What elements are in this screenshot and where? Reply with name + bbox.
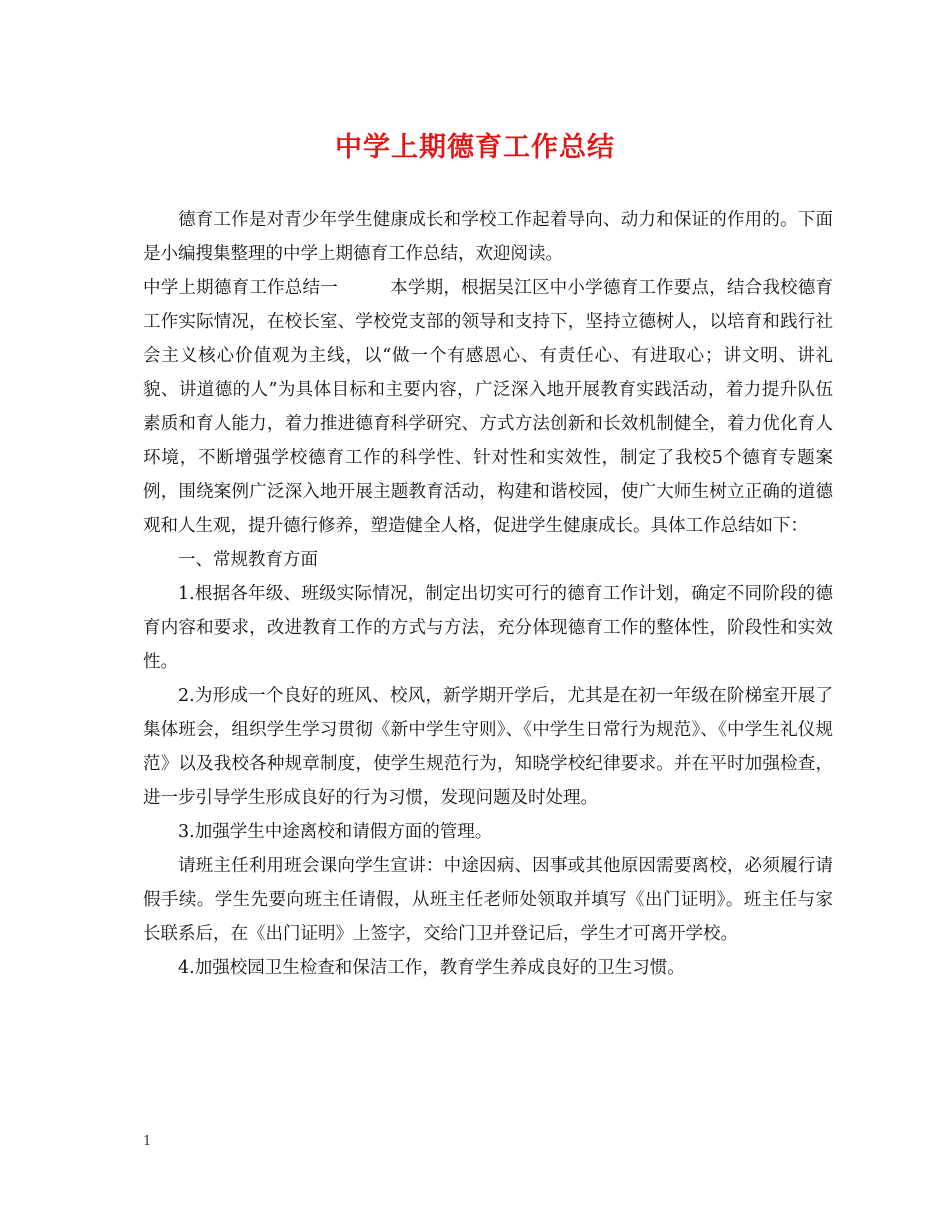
list-item-number: 3. bbox=[178, 822, 195, 842]
list-item-3 bbox=[143, 815, 833, 849]
list-item-3-detail: 请班主任利用班会课向学生宣讲：中途因病、因事或其他原因需要离校，必须履行请假手续。学生先要向班主任请假，从班主任老师处领取并填写《出门证明》。班主任与家长联系后，在《出门证明》上签字，交给门卫并登记后，学生才可离开学校。 bbox=[143, 856, 833, 944]
section-heading: 一、常规教育方面 bbox=[178, 550, 318, 570]
intro-paragraph: 德育工作是对青少年学生健康成长和学校工作起着导向、动力和保证的作用的。下面是小编搜集整理的中学上期德育工作总结，欢迎阅读。 bbox=[143, 210, 833, 264]
list-item-text: 为形成一个良好的班风、校风，新学期开学后，尤其是在初一年级在阶梯室开展了集体班会，组织学生学习贯彻《新中学生守则》、《中学生日常行为规范》、《中学生礼仪规范》以及我校各种规章制度，使学生规范行为，知晓学校纪律要求。并在平时加强检查，进一步引导学生形成良好的行为习惯，发现问题及时处理。 bbox=[143, 686, 833, 808]
list-item-number: 1. bbox=[178, 584, 195, 604]
list-item-number: 2. bbox=[178, 686, 195, 706]
list-item-number: 4. bbox=[178, 958, 195, 978]
section-label: 中学上期德育工作总结一 bbox=[143, 278, 338, 298]
list-item-2 bbox=[143, 679, 833, 815]
page-number: 1 bbox=[143, 1134, 152, 1149]
list-item-text: 加强学生中途离校和请假方面的管理。 bbox=[194, 822, 493, 842]
list-item-text: 根据各年级、班级实际情况，制定出切实可行的德育工作计划，确定不同阶段的德育内容和要求，改进教育工作的方式与方法，充分体现德育工作的整体性，阶段性和实效性。 bbox=[143, 584, 833, 672]
document-title: 中学上期德育工作总结 bbox=[335, 132, 615, 163]
list-item-text: 加强校园卫生检查和保洁工作，教育学生养成良好的卫生习惯。 bbox=[194, 958, 685, 978]
section-paragraph bbox=[143, 271, 833, 543]
list-item-4 bbox=[143, 951, 833, 985]
section-text: 本学期，根据吴江区中小学德育工作要点，结合我校德育工作实际情况，在校长室、学校党支部的领导和支持下，坚持立德树人，以培育和践行社会主义核心价值观为主线，以“做一个有感恩心、有责任心、有进取心；讲文明、讲礼貌、讲道德的人”为具体目标和主要内容，广泛深入地开展教育实践活动，着力提升队伍素质和育人能力，着力推进德育科学研究、方式方法创新和长效机制健全，着力优化育人环境，不断增强学校德育工作的科学性、针对性和实效性，制定了我校5个德育专题案例，围绕案例广泛深入地开展主题教育活动，构建和谐校园，使广大师生树立正确的道德观和人生观，提升德行修养，塑造健全人格，促进学生健康成长。具体工作总结如下： bbox=[143, 278, 834, 536]
list-item-1 bbox=[143, 577, 833, 679]
document-body bbox=[143, 203, 833, 985]
